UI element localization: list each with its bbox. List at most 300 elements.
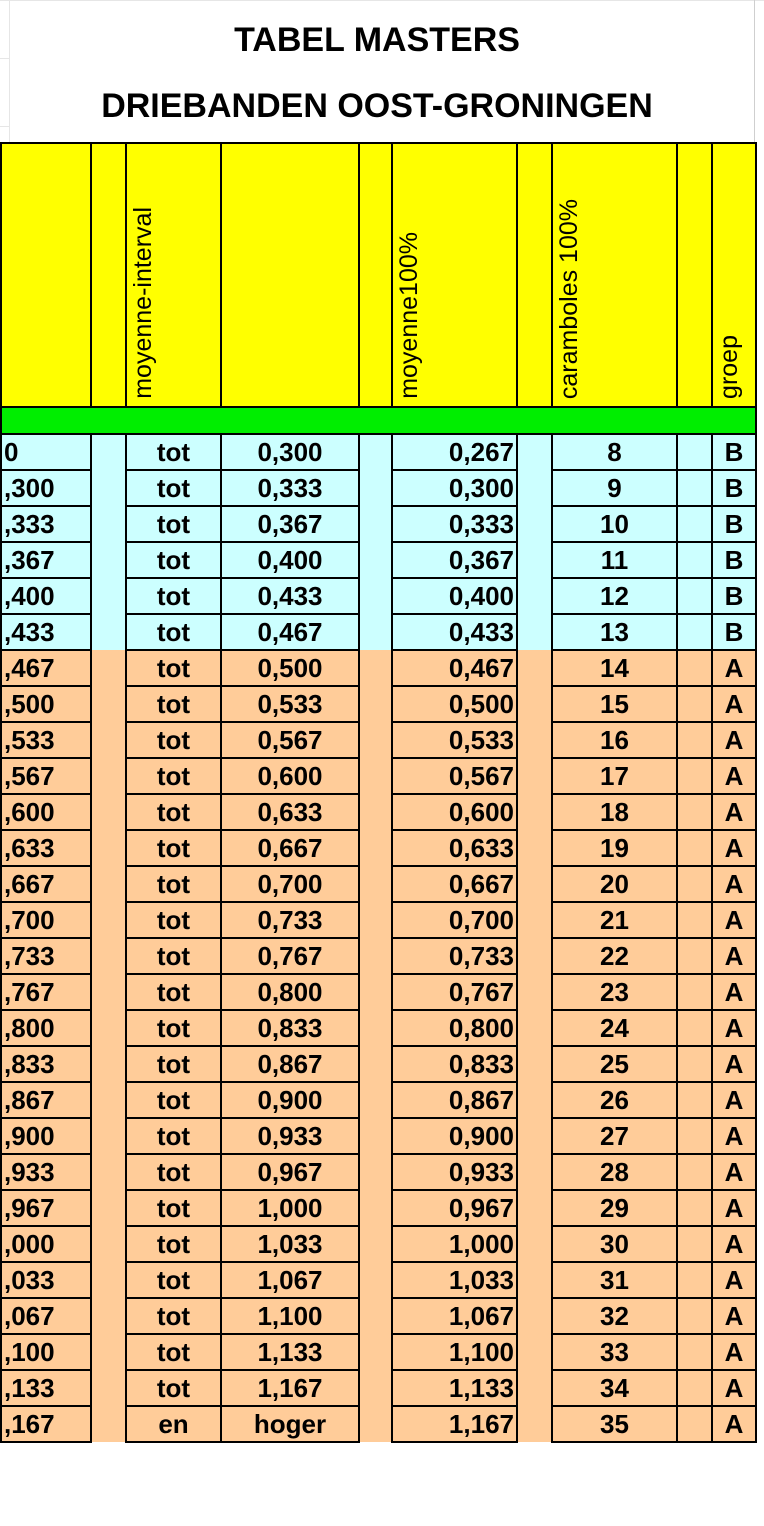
moyenne-cell[interactable]: 0,633 [392,830,517,866]
empty-cell[interactable] [359,1190,392,1226]
header-cell[interactable] [91,143,126,407]
interval-word-cell[interactable]: tot [126,1370,221,1406]
empty-cell[interactable] [91,758,126,794]
moyenne-cell[interactable]: 1,167 [392,1406,517,1442]
caramboles-cell[interactable]: 27 [552,1118,677,1154]
interval-to-cell[interactable]: 1,067 [221,1262,359,1298]
groep-cell[interactable]: B [712,614,756,650]
moyenne-cell[interactable]: 0,667 [392,866,517,902]
empty-cell[interactable] [359,1262,392,1298]
interval-from-cell[interactable]: ,500 [1,686,91,722]
empty-cell[interactable] [359,1010,392,1046]
groep-cell[interactable]: A [712,722,756,758]
empty-cell[interactable] [677,1082,712,1118]
moyenne-cell[interactable]: 1,000 [392,1226,517,1262]
empty-cell[interactable] [359,1118,392,1154]
empty-cell[interactable] [359,938,392,974]
groep-cell[interactable]: A [712,1334,756,1370]
table-row [1,1370,756,1406]
empty-cell[interactable] [517,902,552,938]
interval-from-cell[interactable]: ,900 [1,1118,91,1154]
groep-cell[interactable]: B [712,506,756,542]
empty-cell[interactable] [517,974,552,1010]
header-cell-groep[interactable] [712,143,756,407]
empty-cell[interactable] [677,470,712,506]
empty-cell[interactable] [677,1334,712,1370]
empty-cell[interactable] [677,794,712,830]
caramboles-cell[interactable]: 16 [552,722,677,758]
interval-word-cell[interactable]: tot [126,506,221,542]
interval-from-cell[interactable]: ,067 [1,1298,91,1334]
interval-word-cell[interactable]: tot [126,578,221,614]
empty-cell[interactable] [91,1262,126,1298]
empty-cell[interactable] [91,1406,126,1442]
empty-cell[interactable] [517,866,552,902]
interval-word-cell[interactable]: tot [126,974,221,1010]
interval-from-cell[interactable]: ,800 [1,1010,91,1046]
moyenne-cell[interactable]: 1,133 [392,1370,517,1406]
moyenne-cell[interactable]: 0,567 [392,758,517,794]
groep-cell[interactable]: A [712,1370,756,1406]
empty-cell[interactable] [677,1046,712,1082]
interval-word-cell[interactable]: tot [126,794,221,830]
table-row [1,1190,756,1226]
empty-cell[interactable] [517,1154,552,1190]
interval-word-cell[interactable]: tot [126,1046,221,1082]
empty-cell[interactable] [517,1334,552,1370]
groep-cell[interactable]: A [712,1118,756,1154]
empty-cell[interactable] [677,938,712,974]
interval-to-cell[interactable]: 1,100 [221,1298,359,1334]
empty-cell[interactable] [359,1226,392,1262]
interval-from-cell[interactable]: ,567 [1,758,91,794]
moyenne-cell[interactable]: 0,867 [392,1082,517,1118]
empty-cell[interactable] [517,1082,552,1118]
empty-cell[interactable] [359,686,392,722]
groep-cell[interactable]: A [712,902,756,938]
empty-cell[interactable] [677,1226,712,1262]
caramboles-cell[interactable]: 17 [552,758,677,794]
groep-cell[interactable]: A [712,758,756,794]
interval-word-cell[interactable]: tot [126,650,221,686]
caramboles-cell[interactable]: 35 [552,1406,677,1442]
caramboles-cell[interactable]: 30 [552,1226,677,1262]
groep-cell[interactable]: A [712,1010,756,1046]
interval-to-cell[interactable]: 0,800 [221,974,359,1010]
groep-cell[interactable]: A [712,650,756,686]
interval-to-cell[interactable]: 0,700 [221,866,359,902]
interval-from-cell[interactable]: ,667 [1,866,91,902]
caramboles-cell[interactable]: 31 [552,1262,677,1298]
interval-to-cell[interactable]: 0,667 [221,830,359,866]
empty-cell[interactable] [517,1010,552,1046]
interval-word-cell[interactable]: tot [126,686,221,722]
interval-from-cell[interactable]: ,633 [1,830,91,866]
empty-cell[interactable] [517,1190,552,1226]
empty-cell[interactable] [359,902,392,938]
caramboles-cell[interactable]: 13 [552,614,677,650]
moyenne-cell[interactable]: 0,600 [392,794,517,830]
empty-cell[interactable] [517,1406,552,1442]
moyenne-cell[interactable]: 0,500 [392,686,517,722]
caramboles-cell[interactable]: 19 [552,830,677,866]
interval-from-cell[interactable]: ,133 [1,1370,91,1406]
masters-table [0,142,757,1443]
empty-cell[interactable] [91,686,126,722]
empty-cell[interactable] [91,1046,126,1082]
interval-to-cell[interactable]: 0,967 [221,1154,359,1190]
empty-cell[interactable] [517,758,552,794]
interval-to-cell[interactable]: 0,300 [221,434,359,470]
groep-cell[interactable]: A [712,1406,756,1442]
interval-word-cell[interactable]: tot [126,866,221,902]
empty-cell[interactable] [517,1226,552,1262]
moyenne-cell[interactable]: 0,833 [392,1046,517,1082]
groep-cell[interactable]: A [712,1226,756,1262]
caramboles-cell[interactable]: 23 [552,974,677,1010]
moyenne-cell[interactable]: 0,333 [392,506,517,542]
header-cell[interactable] [221,143,359,407]
empty-cell[interactable] [677,974,712,1010]
interval-from-cell[interactable]: ,300 [1,470,91,506]
empty-cell[interactable] [359,1298,392,1334]
interval-word-cell[interactable]: tot [126,1262,221,1298]
empty-cell[interactable] [677,1370,712,1406]
empty-cell[interactable] [91,1082,126,1118]
empty-cell[interactable] [91,506,126,542]
empty-cell[interactable] [91,470,126,506]
interval-from-cell[interactable]: ,100 [1,1334,91,1370]
interval-word-cell[interactable]: tot [126,1334,221,1370]
empty-cell[interactable] [359,1046,392,1082]
interval-from-cell[interactable]: ,367 [1,542,91,578]
moyenne-cell[interactable]: 0,433 [392,614,517,650]
interval-to-cell[interactable]: 0,600 [221,758,359,794]
empty-cell[interactable] [677,866,712,902]
interval-to-cell[interactable]: 1,000 [221,1190,359,1226]
caramboles-cell[interactable]: 8 [552,434,677,470]
empty-cell[interactable] [91,794,126,830]
interval-to-cell[interactable]: 0,567 [221,722,359,758]
interval-to-cell[interactable]: 0,733 [221,902,359,938]
caramboles-cell[interactable]: 9 [552,470,677,506]
caramboles-cell[interactable]: 22 [552,938,677,974]
empty-cell[interactable] [359,974,392,1010]
empty-cell[interactable] [517,830,552,866]
empty-cell[interactable] [91,1190,126,1226]
empty-cell[interactable] [91,866,126,902]
empty-cell[interactable] [359,1082,392,1118]
empty-cell[interactable] [517,686,552,722]
empty-cell[interactable] [359,470,392,506]
moyenne-cell[interactable]: 0,767 [392,974,517,1010]
empty-cell[interactable] [677,1262,712,1298]
empty-cell[interactable] [517,722,552,758]
interval-word-cell[interactable]: tot [126,1010,221,1046]
caramboles-cell[interactable]: 33 [552,1334,677,1370]
table-row [1,1406,756,1442]
empty-cell[interactable] [359,650,392,686]
empty-cell[interactable] [517,470,552,506]
empty-cell[interactable] [359,1370,392,1406]
interval-from-cell[interactable]: ,467 [1,650,91,686]
empty-cell[interactable] [91,1334,126,1370]
empty-cell[interactable] [517,1046,552,1082]
caramboles-cell[interactable]: 34 [552,1370,677,1406]
interval-word-cell[interactable]: tot [126,1154,221,1190]
interval-to-cell[interactable]: 1,167 [221,1370,359,1406]
empty-cell[interactable] [517,506,552,542]
groep-cell[interactable]: A [712,794,756,830]
empty-cell[interactable] [677,722,712,758]
empty-cell[interactable] [359,542,392,578]
empty-cell[interactable] [359,1154,392,1190]
interval-word-cell[interactable]: tot [126,434,221,470]
empty-cell[interactable] [517,578,552,614]
interval-word-cell[interactable]: tot [126,1082,221,1118]
moyenne-cell[interactable]: 0,300 [392,470,517,506]
empty-cell[interactable] [677,1190,712,1226]
empty-cell[interactable] [359,722,392,758]
empty-cell[interactable] [517,1370,552,1406]
interval-word-cell[interactable]: tot [126,1118,221,1154]
interval-from-cell[interactable]: ,033 [1,1262,91,1298]
groep-cell[interactable]: A [712,686,756,722]
caramboles-cell[interactable]: 24 [552,1010,677,1046]
interval-word-cell[interactable]: tot [126,542,221,578]
empty-cell[interactable] [359,434,392,470]
interval-from-cell[interactable]: ,767 [1,974,91,1010]
empty-cell[interactable] [517,938,552,974]
interval-to-cell[interactable]: 0,367 [221,506,359,542]
empty-cell[interactable] [677,614,712,650]
header-cell[interactable] [359,143,392,407]
empty-cell[interactable] [91,1010,126,1046]
interval-word-cell[interactable]: tot [126,758,221,794]
interval-word-cell[interactable]: tot [126,614,221,650]
moyenne-cell[interactable]: 0,533 [392,722,517,758]
empty-cell[interactable] [359,830,392,866]
groep-cell[interactable]: B [712,470,756,506]
header-cell-caramboles[interactable] [552,143,677,407]
empty-cell[interactable] [677,1118,712,1154]
moyenne-cell[interactable]: 0,800 [392,1010,517,1046]
moyenne-cell[interactable]: 0,367 [392,542,517,578]
interval-to-cell[interactable]: 0,333 [221,470,359,506]
empty-cell[interactable] [677,902,712,938]
interval-to-cell[interactable]: 0,633 [221,794,359,830]
caramboles-cell[interactable]: 15 [552,686,677,722]
interval-from-cell[interactable]: ,433 [1,614,91,650]
empty-cell[interactable] [517,650,552,686]
empty-cell[interactable] [359,614,392,650]
interval-from-cell[interactable]: ,533 [1,722,91,758]
interval-from-cell[interactable]: ,600 [1,794,91,830]
moyenne-cell[interactable]: 0,900 [392,1118,517,1154]
empty-cell[interactable] [517,1298,552,1334]
separator-cell[interactable] [1,407,756,434]
groep-cell[interactable]: A [712,830,756,866]
interval-to-cell[interactable]: 1,033 [221,1226,359,1262]
empty-cell[interactable] [91,434,126,470]
interval-from-cell[interactable]: ,733 [1,938,91,974]
empty-cell[interactable] [91,542,126,578]
empty-cell[interactable] [517,1118,552,1154]
empty-cell[interactable] [517,794,552,830]
table-row [1,758,756,794]
caramboles-cell[interactable]: 28 [552,1154,677,1190]
groep-cell[interactable]: A [712,1190,756,1226]
empty-cell[interactable] [359,578,392,614]
groep-cell[interactable]: A [712,1298,756,1334]
caramboles-cell[interactable]: 32 [552,1298,677,1334]
empty-cell[interactable] [677,1010,712,1046]
empty-cell[interactable] [677,1298,712,1334]
empty-cell[interactable] [91,650,126,686]
moyenne-cell[interactable]: 0,267 [392,434,517,470]
moyenne-cell[interactable]: 1,100 [392,1334,517,1370]
caramboles-cell[interactable]: 11 [552,542,677,578]
header-cell[interactable] [517,143,552,407]
empty-cell[interactable] [91,1118,126,1154]
empty-cell[interactable] [677,434,712,470]
caramboles-cell[interactable]: 10 [552,506,677,542]
interval-to-cell[interactable]: 0,467 [221,614,359,650]
interval-word-cell[interactable]: tot [126,470,221,506]
interval-from-cell[interactable]: ,000 [1,1226,91,1262]
empty-cell[interactable] [359,506,392,542]
interval-word-cell[interactable]: tot [126,1226,221,1262]
empty-cell[interactable] [91,1298,126,1334]
empty-cell[interactable] [91,1226,126,1262]
empty-cell[interactable] [359,1406,392,1442]
empty-cell[interactable] [91,938,126,974]
caramboles-cell[interactable]: 21 [552,902,677,938]
interval-to-cell[interactable]: 0,867 [221,1046,359,1082]
interval-to-cell[interactable]: 0,533 [221,686,359,722]
moyenne-cell[interactable]: 0,700 [392,902,517,938]
caramboles-cell[interactable]: 12 [552,578,677,614]
empty-cell[interactable] [91,974,126,1010]
groep-cell[interactable]: A [712,1154,756,1190]
interval-to-cell[interactable]: 0,833 [221,1010,359,1046]
interval-to-cell[interactable]: 0,933 [221,1118,359,1154]
empty-cell[interactable] [91,902,126,938]
groep-cell[interactable]: B [712,578,756,614]
column-header-interval: moyenne-interval [129,207,157,399]
table-row [1,1010,756,1046]
interval-word-cell[interactable]: tot [126,830,221,866]
interval-from-cell[interactable]: ,333 [1,506,91,542]
moyenne-cell[interactable]: 0,400 [392,578,517,614]
empty-cell[interactable] [359,794,392,830]
empty-cell[interactable] [359,866,392,902]
empty-cell[interactable] [91,1370,126,1406]
interval-word-cell[interactable]: tot [126,1298,221,1334]
empty-cell[interactable] [517,614,552,650]
empty-cell[interactable] [677,830,712,866]
empty-cell[interactable] [359,758,392,794]
interval-word-cell[interactable]: tot [126,938,221,974]
header-cell[interactable] [1,143,91,407]
interval-from-cell[interactable]: 0 [1,434,91,470]
groep-cell[interactable]: B [712,434,756,470]
empty-cell[interactable] [517,434,552,470]
empty-cell[interactable] [359,1334,392,1370]
empty-cell[interactable] [677,578,712,614]
interval-to-cell[interactable]: 0,433 [221,578,359,614]
groep-cell[interactable]: A [712,1046,756,1082]
interval-from-cell[interactable]: ,833 [1,1046,91,1082]
interval-to-cell[interactable]: 0,500 [221,650,359,686]
interval-word-cell[interactable]: en [126,1406,221,1442]
empty-cell[interactable] [91,830,126,866]
empty-cell[interactable] [677,1406,712,1442]
empty-cell[interactable] [677,758,712,794]
empty-cell[interactable] [91,1154,126,1190]
interval-word-cell[interactable]: tot [126,1190,221,1226]
moyenne-cell[interactable]: 0,933 [392,1154,517,1190]
header-cell-interval[interactable] [126,143,221,407]
empty-cell[interactable] [91,722,126,758]
interval-from-cell[interactable]: ,167 [1,1406,91,1442]
groep-cell[interactable]: B [712,542,756,578]
groep-cell[interactable]: A [712,866,756,902]
interval-to-cell[interactable]: hoger [221,1406,359,1442]
empty-cell[interactable] [91,578,126,614]
caramboles-cell[interactable]: 20 [552,866,677,902]
groep-cell[interactable]: A [712,974,756,1010]
moyenne-cell[interactable]: 0,733 [392,938,517,974]
moyenne-cell[interactable]: 0,967 [392,1190,517,1226]
caramboles-cell[interactable]: 18 [552,794,677,830]
caramboles-cell[interactable]: 14 [552,650,677,686]
moyenne-cell[interactable]: 0,467 [392,650,517,686]
interval-from-cell[interactable]: ,400 [1,578,91,614]
empty-cell[interactable] [677,1154,712,1190]
interval-word-cell[interactable]: tot [126,722,221,758]
empty-cell[interactable] [91,614,126,650]
header-cell-moyenne[interactable] [392,143,517,407]
interval-from-cell[interactable]: ,933 [1,1154,91,1190]
interval-word-cell[interactable]: tot [126,902,221,938]
empty-cell[interactable] [517,542,552,578]
column-header-moyenne: moyenne100% [395,232,423,399]
table-row [1,614,756,650]
interval-to-cell[interactable]: 0,900 [221,1082,359,1118]
empty-cell[interactable] [677,686,712,722]
empty-cell[interactable] [517,1262,552,1298]
interval-to-cell[interactable]: 1,133 [221,1334,359,1370]
caramboles-cell[interactable]: 26 [552,1082,677,1118]
empty-cell[interactable] [677,650,712,686]
moyenne-cell[interactable]: 1,067 [392,1298,517,1334]
moyenne-cell[interactable]: 1,033 [392,1262,517,1298]
groep-cell[interactable]: A [712,1262,756,1298]
caramboles-cell[interactable]: 25 [552,1046,677,1082]
groep-cell[interactable]: A [712,1082,756,1118]
groep-cell[interactable]: A [712,938,756,974]
interval-from-cell[interactable]: ,967 [1,1190,91,1226]
interval-from-cell[interactable]: ,700 [1,902,91,938]
interval-to-cell[interactable]: 0,400 [221,542,359,578]
interval-from-cell[interactable]: ,867 [1,1082,91,1118]
header-cell[interactable] [677,143,712,407]
empty-cell[interactable] [677,506,712,542]
interval-to-cell[interactable]: 0,767 [221,938,359,974]
caramboles-cell[interactable]: 29 [552,1190,677,1226]
empty-cell[interactable] [677,542,712,578]
